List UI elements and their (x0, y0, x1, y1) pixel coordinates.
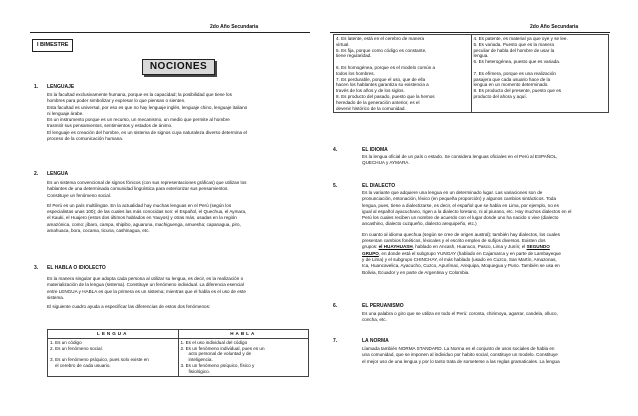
text-line: igual al español ayacuchano, rigen a la dialecto loretano, ni al piurano, etc. Hay muchos dialectos en el (362, 208, 572, 214)
section-body-norma (362, 346, 610, 365)
section-title-idioma: EL IDIOMA (362, 147, 388, 153)
section-body-idioma (362, 154, 610, 167)
text-line: El Perú es un país multilingüe. En la actualidad hay muchas lenguas en el Perú (según los (47, 202, 232, 208)
text-line: proceso de la comunicación humana. (47, 136, 124, 142)
section-title-lenguaje: LENGUAJE (47, 84, 75, 90)
section-body-habla (47, 276, 309, 310)
cell-line: el cerebro de cada usuario. (55, 362, 111, 368)
section-title-lengua: LENGUA (47, 171, 69, 177)
table-header-lengua: LENGUA (48, 330, 179, 339)
table-cell-habla (178, 338, 309, 376)
cell-line: heredado de la generación anterior, es el (336, 99, 420, 105)
text-line: Es la facultad exclusivamente humana, porque es la capacidad; la posibilidad que tiene los (47, 92, 232, 97)
cell-line: 6. Es homogénea, porque es el modelo común a (336, 64, 436, 70)
header-rule-right (330, 32, 610, 33)
text-line: pronunciación, entonación, léxico (en pequeña proporción) y algunos cambios sintácticos. Toda (362, 196, 556, 202)
section-number: 2. (34, 171, 39, 177)
text-line: ni lenguaje árabe. (47, 110, 84, 116)
cell-line: pasajera que cada usuario hace de la (473, 76, 551, 82)
text-line: y de Lima) y el subgrupo CHINCHAY, el más hablado (usado en Cuzco, San Martín, Amazonas, (362, 256, 557, 262)
text-line: una comunidad, que se imponen al individuo por habito social, constituye un modelo. Constituye (362, 352, 558, 358)
cell-line: fisiológico. (188, 368, 210, 374)
text-line: lengua, pues, tiene a dialectizarse, es decir, el español que se habla en Lima, por ejemplo, no es (362, 202, 559, 208)
text-line: Ica, Huancavelica, Ayacucho, Cuzco, Apurímac, Arequipa, Moquegua y Puno. También se usa en (362, 263, 560, 269)
section-body-peruanismo (362, 311, 610, 324)
text-line: Constituye un fenómeno social. (47, 192, 112, 198)
cell-line: virtual. (336, 41, 350, 47)
cell-line: 7. Es efímera, porque es una realización (473, 70, 556, 76)
section-number: 3. (34, 265, 39, 271)
text-fragment: grupos: (362, 244, 379, 250)
dialect-group-huayhuash: el HUAYHUASH (378, 244, 413, 250)
text-line: ancashino, dialecto cuzqueño, dialecto arequipeño, etc.) (362, 221, 477, 227)
cell-line: 3. Es un fenómeno psíquico, pues solo existe en (50, 357, 149, 363)
cell-line: lengua en un momento determinado. (473, 82, 549, 88)
section-number: 5. (333, 183, 338, 189)
header-grade-left: 2do Año Secundaria (210, 24, 259, 30)
text-line: presentan cambios fonéticos, léxicales y el escrito empleo de sufijos diversos. Existen dos (362, 238, 546, 244)
bimestre-label: I BIMESTRE (32, 39, 73, 52)
text-line: Es la variante que adquiere una lengua en un determinado lugar. Las variaciones son de (362, 190, 543, 195)
text-line: El lenguaje es creación del hombre, es un sistema de signos cuya naturaleza diverso determina el (47, 129, 247, 135)
cell-line: hacen los hablantes garantiza su existencia a (336, 82, 429, 88)
text-line: el Kauki, el Huajero (estos dos últimos hablados en Yauyos) y otras más, usadas en la región (47, 215, 237, 221)
cell-line: 1. Es un código (50, 339, 82, 345)
cell-line: 2. Es un fenómeno individual, pues es un (180, 345, 265, 351)
header-grade-right: 2do Año Secundaria (530, 24, 579, 30)
cell-line: 7. Es perdurable, porque el uso, que de ella (336, 76, 426, 82)
section-number: 6. (333, 303, 338, 309)
text-line: especialistas unas 100); de las cuales las más conocidas son: el Español, el Quechua, el Aymara, (47, 209, 247, 215)
text-line: QUECHUA y AYMARA. (362, 160, 410, 166)
text-line: hombres para poder simbolizar y expresar lo que piensan o sienten. (47, 98, 186, 104)
cell-line: todos los hombres. (336, 70, 375, 76)
text-line: Perú los cuales reciben un nombre de acuerdo con el lugar donde uno ha nacido o vive (dialecto (362, 215, 559, 221)
text-line: Es una palabra o giro que se utiliza en todo el Perú: coronta, chirimoya, agarrar, candela, olluco, (362, 311, 558, 316)
cell-line: 2. Es un fenómeno social. (50, 345, 103, 351)
cell-line: devenir histórico de la comunidad. (336, 105, 406, 111)
page-title: NOCIONES (142, 59, 215, 75)
dialect-group-grupo: GRUPO (362, 250, 379, 256)
lengua-habla-table (47, 329, 309, 377)
text-line: Esta facultad es universal, por eso es que no hay lenguaje inglés, lenguaje chino, lenguaje italiano (47, 104, 248, 110)
text-line: Bolivia, Ecuador y en parte de Argentina y Colombia. (362, 269, 470, 275)
section-body-lengua (47, 180, 309, 234)
text-line: amazónica, como: jíbaro, campa, shipibo, aguaruna, machiguenga, amuesha; capanagua, piro, (47, 221, 241, 227)
text-line: concha, etc. (362, 317, 387, 323)
text-line: El siguiente cuadro ayuda a especificar las diferencias de estos dos fenómenos: (47, 304, 211, 310)
cell-line: través de los años y de los siglos. (336, 88, 405, 94)
text-fragment: , en donde está el subgrupo YUNGAY (hablado en Cajamarca y en parte de Lambayeque (378, 250, 561, 256)
table-cell-habla (471, 35, 609, 113)
text-line: amahuaca, bora, cocama, ticuna, cashinagua, etc. (47, 228, 150, 234)
cell-line: 1. Es el uso individual del código (180, 339, 248, 345)
text-line: sistema. (47, 294, 65, 300)
header-rule-left (30, 32, 310, 33)
text-line: entre LENGUA y HABLA es que la primera es un sistema; mientras que el habla es el uso de este (47, 288, 246, 294)
section-title-habla: EL HABLA O IDIOLECTO (47, 265, 106, 271)
text-line: el mejor uso de una lengua y por lo tanto trata de someterse a las reglas gramaticales. La lengua (362, 358, 560, 364)
section-number: 4. (333, 147, 338, 153)
section-title-norma: LA NORMA (362, 338, 389, 344)
cell-line: lengua. (473, 53, 489, 59)
table-cell-lengua (48, 338, 179, 376)
cell-line: 5. Es variada. Puesto que es la manera (473, 41, 554, 47)
section-number: 7. (333, 338, 338, 344)
cell-line: 5. Es fija, porque como código es constante, (336, 47, 427, 53)
cell-line: acto personal de voluntad y de (188, 351, 252, 357)
text-line: En cuanto al idioma quechua (según se cree de origen austral); también hay dialectos, los cuales (362, 231, 560, 237)
section-body-lenguaje (47, 92, 309, 142)
cell-line: 3. Es un fenómeno psíquico, físico y (180, 362, 255, 368)
table-header-habla: HABLA (178, 330, 309, 339)
cell-line: producto del ahora y aquí. (473, 93, 527, 99)
text-line: Es la manera singular que adopta cada persona al utilizar su lengua, es decir, es la realización o (47, 276, 244, 281)
table-cell-lengua (334, 35, 472, 113)
lengua-habla-table-continued (333, 34, 609, 113)
text-line: Es la lengua oficial de un país o estado. Se considera lenguas oficiales en el Perú al ESPAÑOL, (362, 154, 558, 159)
text-line: hablantes de una determinada comunidad lingüística para exteriorizar sus pensamientos. (47, 186, 229, 192)
cell-line: 8. Es producto del presente, puesto que es (473, 88, 562, 94)
cell-line: 4. Es patente, es material ya que oye y se lee. (473, 36, 568, 41)
text-line: Es un sistema convencional de signos fónicos (con sus representaciones gráficas) que utilizan los (47, 180, 247, 185)
cell-line: inteligencia. (188, 357, 213, 363)
section-title-peruanismo: EL PERUANISMO (362, 303, 404, 309)
text-fragment: , hablado en Ancash, Huanuco, Pasco, Lima y Junín; el (412, 244, 527, 250)
section-body-dialecto (362, 190, 610, 276)
cell-line: tiene regularidad. (336, 53, 372, 59)
section-title-dialecto: EL DIALECTO (362, 183, 396, 189)
cell-line: peculiar de habla del hombre de usar la (473, 47, 555, 53)
text-line: Es un instrumento porque es un recurso, un mecanismo, un medio que permite al hombre (47, 117, 230, 123)
text-line: trasmitir sus pensamientos, sentimientos y estados de ánimo. (47, 123, 173, 129)
cell-line: 8. Es producto del pasado, puesto que la hemos (336, 93, 435, 99)
cell-line: 6. Es heterogénea, puesto que es variada. (473, 59, 561, 65)
cell-line: 4. Es latente, está en el cerebro de manera (336, 36, 425, 41)
dialect-group-segundo: SEGUNDO (526, 244, 550, 250)
text-line: materialización de la lengua (sistema). Constituye un fenómeno individual. La diferencia esencial (47, 282, 244, 288)
text-line: Llamada también NORMA STANDARD. La Norma es el conjunto de usos sociales de habla en (362, 346, 555, 351)
section-number: 1. (34, 84, 39, 90)
